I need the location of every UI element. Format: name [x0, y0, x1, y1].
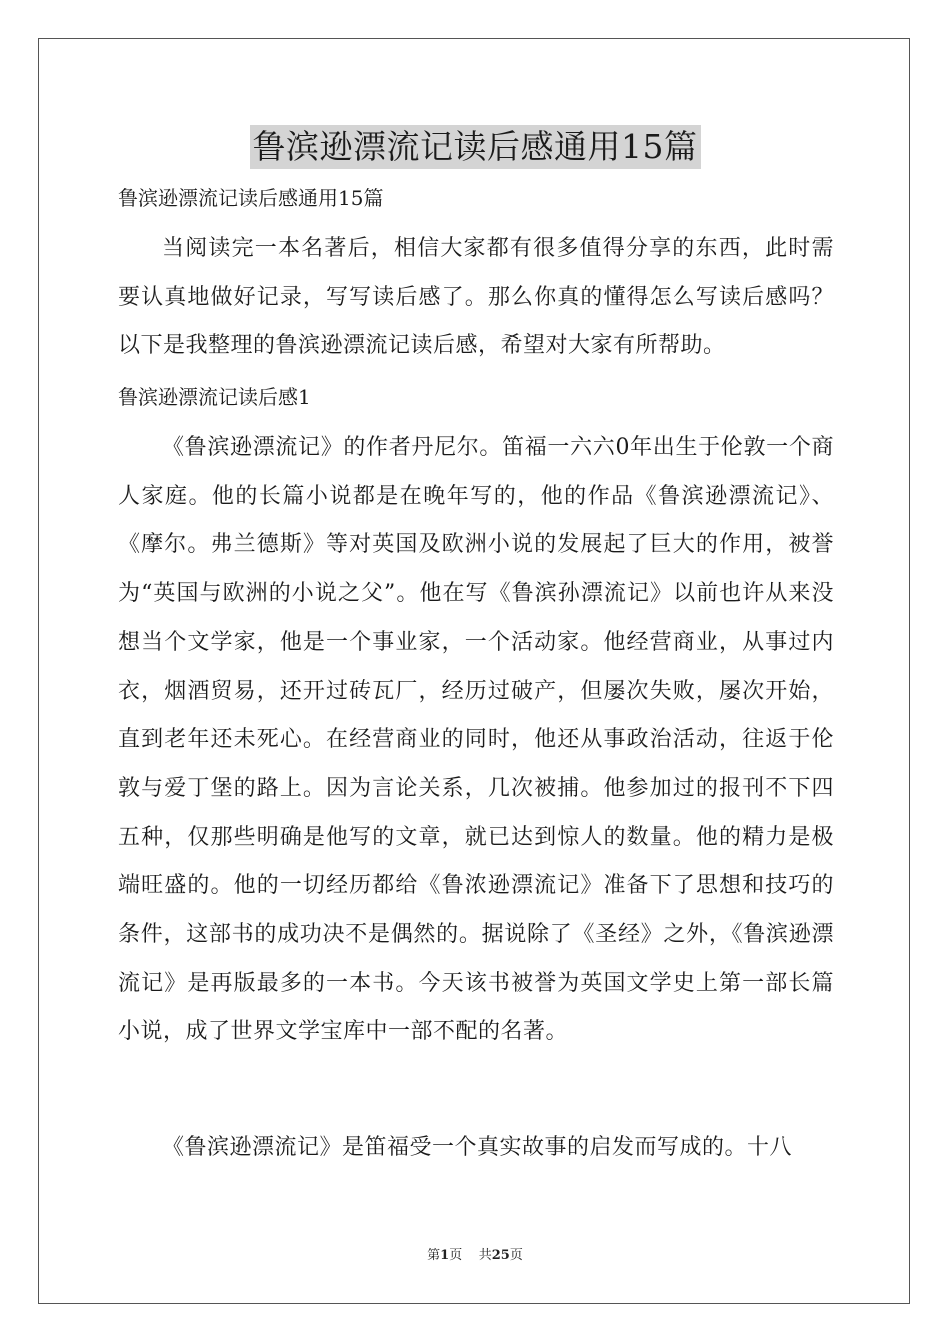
page-number: 1: [440, 1248, 450, 1263]
page-footer: [0, 1247, 950, 1265]
total-pages: 25: [491, 1248, 510, 1263]
total-prefix: 共: [478, 1248, 492, 1263]
document-subtitle: 鲁滨逊漂流记读后感通用15篇: [118, 186, 384, 210]
body-paragraph-1: 《鲁滨逊漂流记》的作者丹尼尔。笛福一六六0年出生于伦敦一个商人家庭。他的长篇小说都是在晚年写的，他的作品《鲁滨逊漂流记》、《摩尔。弗兰德斯》等对英国及欧洲小说的发展起了巨大的作用，被誉为“英国与欧洲的小说之父”。他在写《鲁滨孙漂流记》以前也许从来没想当个文学家，他是一个事业家，一个活动家。他经营商业，从事过内衣，烟酒贸易，还开过砖瓦厂，经历过破产，但屡次失败，屡次开始，直到老年还未死心。在经营商业的同时，他还从事政治活动，往返于伦敦与爱丁堡的路上。因为言论关系，几次被捕。他参加过的报刊不下四五种，仅那些明确是他写的文章，就已达到惊人的数量。他的精力是极端旺盛的。他的一切经历都给《鲁浓逊漂流记》准备下了思想和技巧的条件，这部书的成功决不是偶然的。据说除了《圣经》之外，《鲁滨逊漂流记》是再版最多的一本书。今天该书被誉为英国文学史上第一部长篇小说，成了世界文学宝库中一部不配的名著。: [118, 435, 834, 1045]
document-title: 鲁滨逊漂流记读后感通用15篇: [250, 125, 701, 169]
total-suffix: 页: [509, 1248, 523, 1263]
body-paragraph-2: 《鲁滨逊漂流记》是笛福受一个真实故事的启发而写成的。十八: [162, 1135, 793, 1160]
intro-paragraph: 当阅读完一本名著后，相信大家都有很多值得分享的东西，此时需要认真地做好记录，写写读后感了。那么你真的懂得怎么写读后感吗？以下是我整理的鲁滨逊漂流记读后感，希望对大家有所帮助。: [118, 236, 834, 359]
section-heading: 鲁滨逊漂流记读后感1: [118, 385, 311, 409]
page-suffix: 页: [449, 1248, 463, 1263]
title-container: [0, 125, 950, 169]
page-prefix: 第: [427, 1248, 441, 1263]
